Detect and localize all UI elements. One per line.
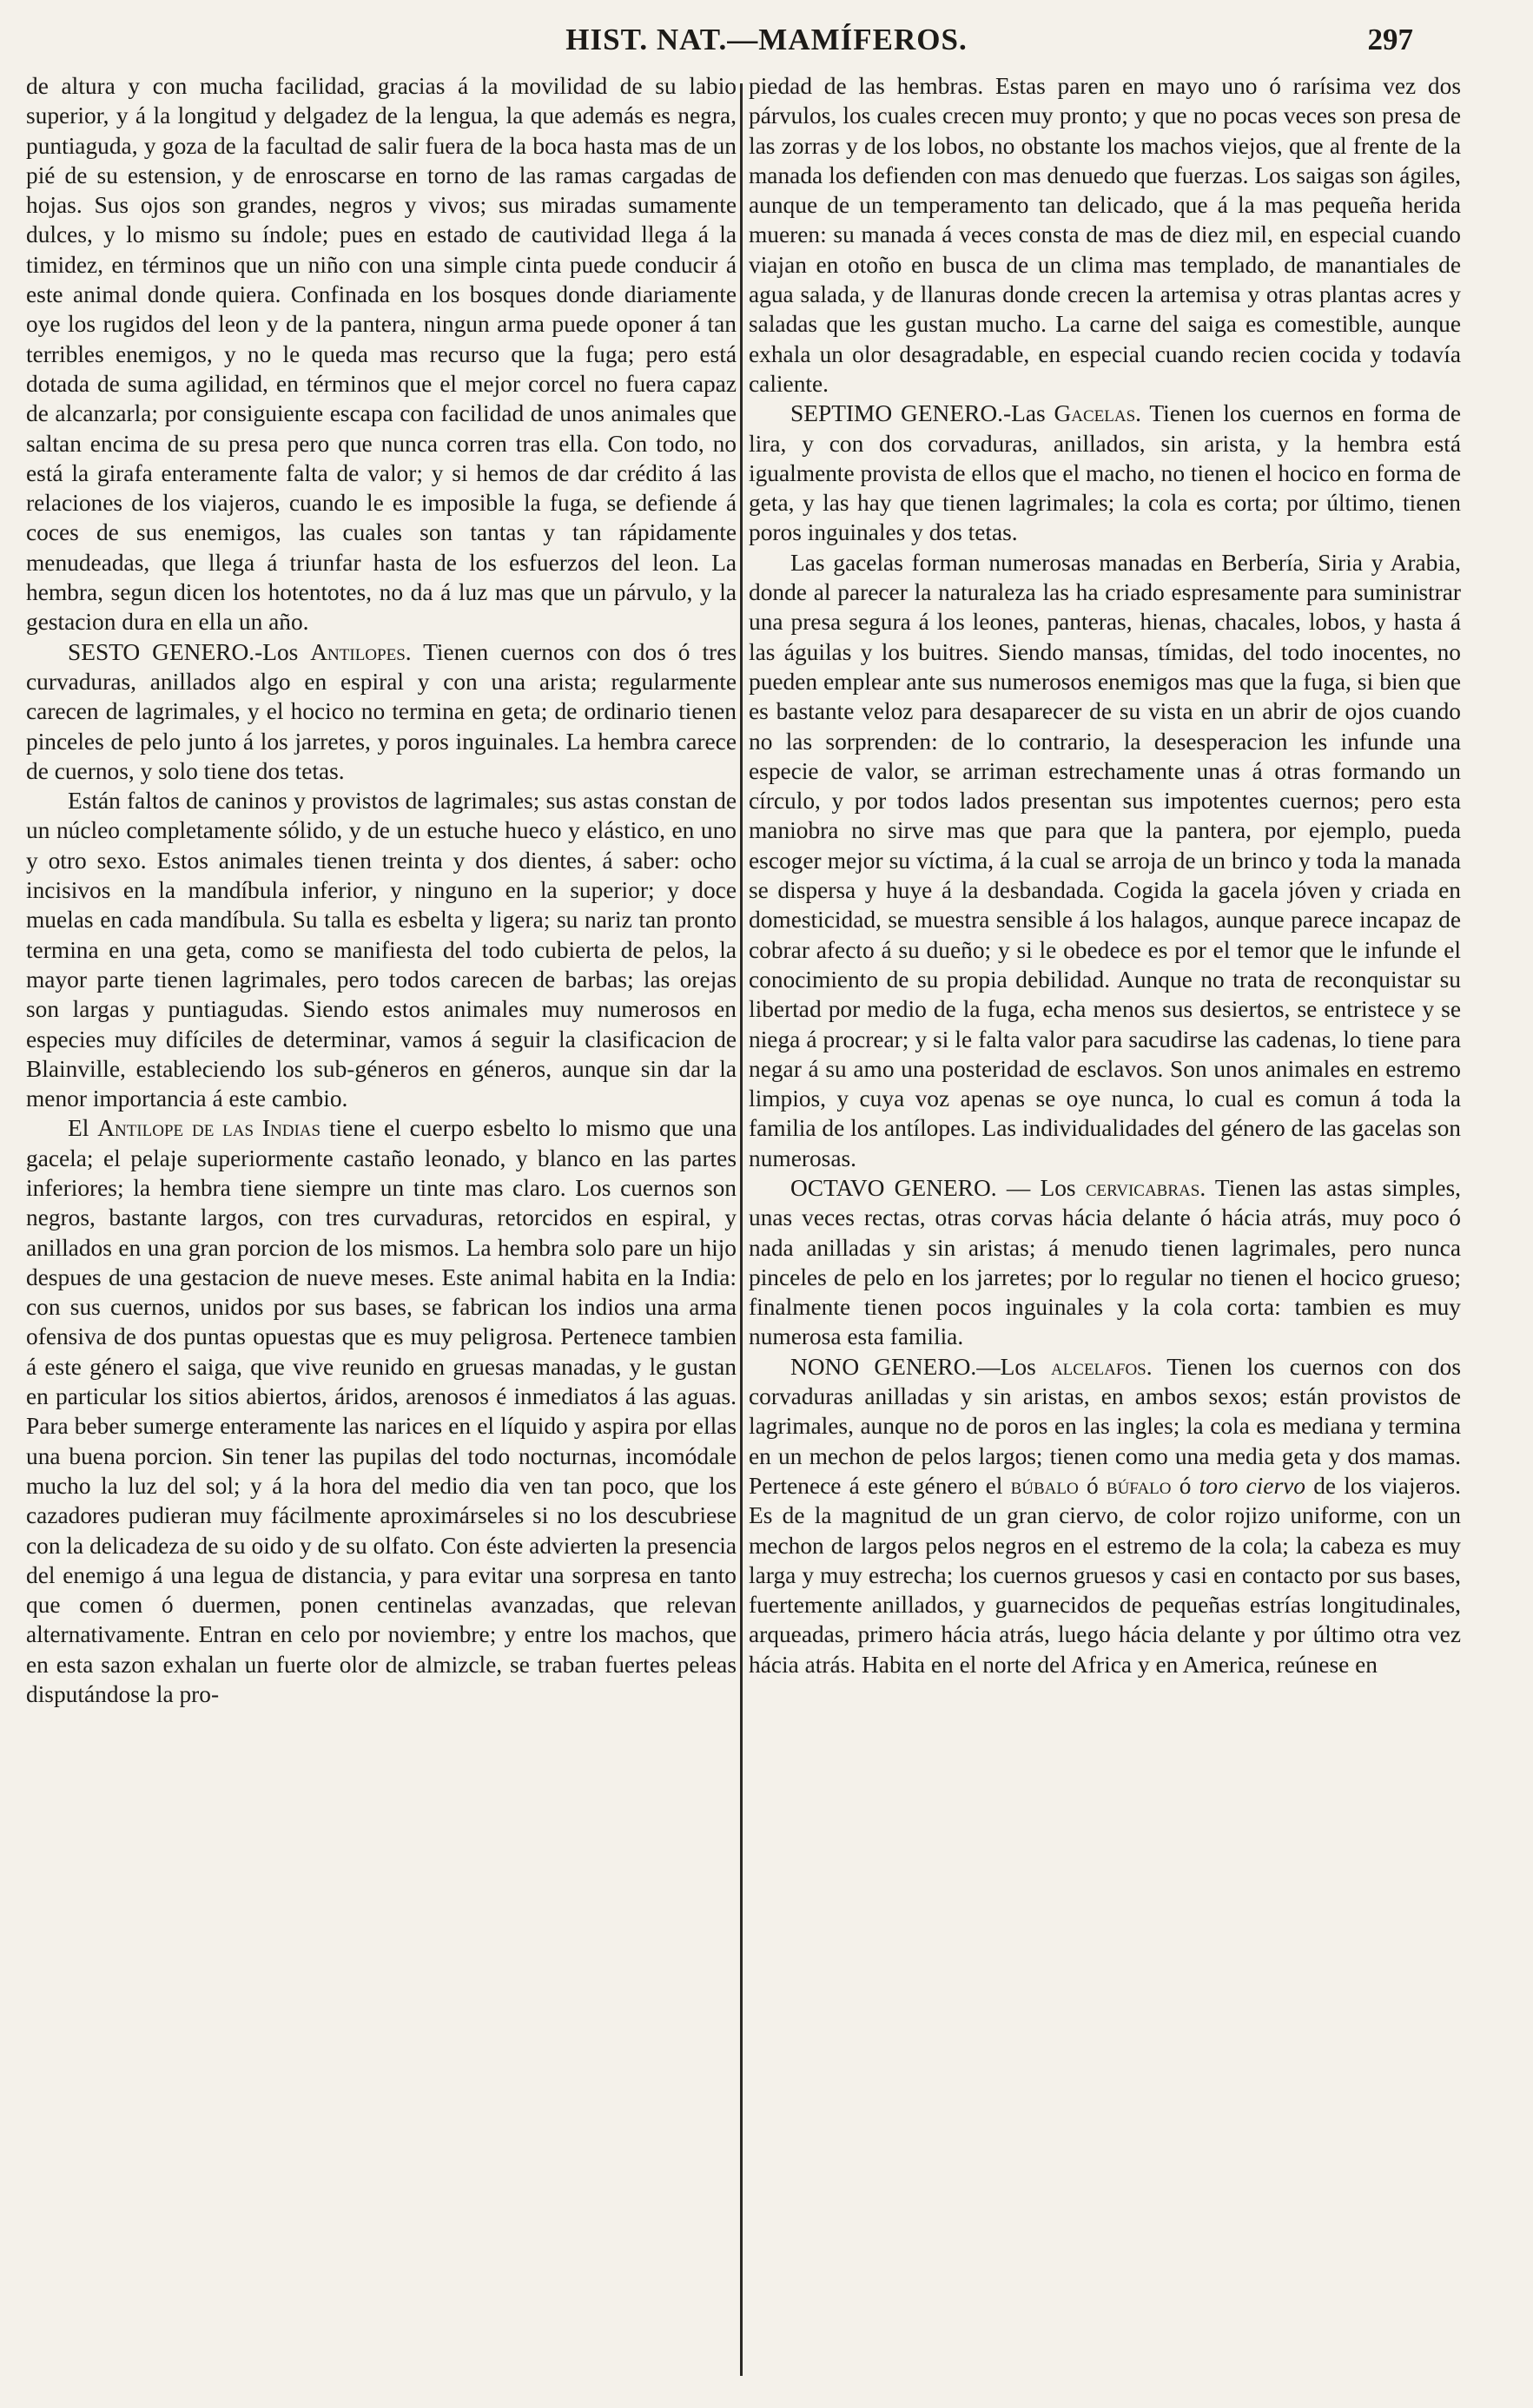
paragraph-antilopes-description: Están faltos de caninos y provistos de lagrimales; sus astas constan de un núcleo completamente sólido, y de un estuche hueco y elástico, en uno y otro sexo. Estos animales tienen treinta y dos dientes, á saber: ocho incisivos en la mandíbula inferior, y ninguno en la superior; y doce muelas en cada mandíbula. Su talla es esbelta y ligera; su nariz tan pronto termina en una geta, como se manifiesta del todo cubierta de pelos, la mayor parte tienen lagrimales, pero todos carecen de barbas; las orejas son largas y puntiagudas. Siendo estos animales muy numerosos en especies muy difíciles de determinar, vamos á seguir la clasificacion de Blainville, estableciendo los sub-géneros en géneros, aunque sin dar la menor importancia á este cambio.: [26, 788, 737, 1112]
species-name: Antilope de las Indias: [97, 1115, 321, 1142]
paragraph-antilope-indias: [26, 1113, 737, 1709]
paragraph-nono-genero: [749, 1352, 1461, 1679]
genus-name: Gacelas.: [1054, 400, 1142, 427]
genus-heading: SESTO GENERO.-Los: [68, 638, 311, 665]
genus-name: Antilopes.: [310, 638, 412, 665]
genus-name: cervicabras.: [1085, 1174, 1206, 1201]
species-name-toro-ciervo: toro ciervo: [1199, 1472, 1305, 1499]
column-divider: [740, 83, 743, 2376]
genus-heading: SEPTIMO GENERO.-Las: [790, 400, 1054, 427]
paragraph-sesto-genero: [26, 637, 737, 786]
right-column: [749, 71, 1461, 2381]
text-fragment: de los viajeros. Es de la magnitud de un gran ciervo, de color rojizo uniforme, con un mechon de largos pelos negros en el estremo de la cola; la cabeza es muy larga y muy estrecha; los cuernos gruesos y casi en contacto por sus bases, fuertemente anillados, y guarnecidos de pequeñas estrías longitudinales, arqueadas, primero hácia atrás, luego hácia delante y por último otra vez hácia atrás. Habita en el norte del Africa y en America, reúnese en: [749, 1472, 1461, 1678]
genus-heading: NONO GENERO.—Los: [790, 1353, 1051, 1380]
genus-text: Tienen los cuernos con dos corvaduras anilladas y sin aristas, en ambos sexos; están provistos de lagrimales, aunque no de poros en las ingles; la cola es mediana y termina en un mechon de pelos largos; tienen como una media geta y dos mamas. Pertenece á este género el: [749, 1353, 1461, 1499]
paragraph-saiga-continued: piedad de las hembras. Estas paren en mayo uno ó rarísima vez dos párvulos, los cuales crecen muy pronto; y que no pocas veces son presa de las zorras y de los lobos, no obstante los machos viejos, que al frente de la manada los defienden con mas denuedo que fuerzas. Los saigas son ágiles, aunque de un temperamento tan delicado, que á la mas pequeña herida mueren: su manada á veces consta de mas de diez mil, en especial cuando viajan en otoño en busca de un clima mas templado, de manantiales de agua salada, y de llanuras donde crecen la artemisa y otras plantas acres y saladas que les gustan mucho. La carne del saiga es comestible, aunque exhala un olor desagradable, en especial cuando recien cocida y todavía caliente.: [749, 73, 1461, 397]
genus-heading: OCTAVO GENERO. — Los: [790, 1174, 1086, 1201]
running-title: HIST. NAT.—MAMÍFEROS.: [565, 23, 968, 56]
genus-text: Tienen los cuernos en forma de lira, y con dos corvaduras, anillados, sin arista, y la hembra está igualmente provista de ellos que el macho, no tienen el hocico en forma de geta, y las hay que tienen lagrimales; la cola es corta; por último, tienen poros inguinales y dos tetas.: [749, 400, 1461, 546]
page-header: [0, 23, 1533, 71]
genus-name: alcelafos.: [1050, 1353, 1153, 1380]
paragraph-giraffe: de altura y con mucha facilidad, gracias á la movilidad de su labio superior, y á la longitud y delgadez de la lengua, la que además es negra, puntiaguda, y goza de la facultad de salir fuera de la boca hasta mas de un pié de su estension, y de enroscarse en torno de las ramas cargadas de hojas. Sus ojos son grandes, negros y vivos; sus miradas sumamente dulces, y lo mismo su índole; pues en estado de cautividad llega á la timidez, en términos que un niño con una simple cinta puede conducir á este animal donde quiera. Confinada en los bosques donde diariamente oye los rugidos del leon y de la pantera, ningun arma puede oponer á tan terribles enemigos, y no le queda mas recurso que la fuga; pero está dotada de suma agilidad, en términos que el mejor corcel no fuera capaz de alcanzarla; por consiguiente escapa con facilidad de unos animales que saltan encima de su presa pero que nunca corren tras ella. Con todo, no está la girafa enteramente falta de valor; y si hemos de dar crédito á las relaciones de los viajeros, cuando le es imposible la fuga, se defiende á coces de sus enemigos, las cuales son tantas y tan rápidamente menudeadas, que llega á triunfar hasta de los esfuerzos del leon. La hembra, segun dicen los hotentotes, no da á luz mas que un párvulo, y la gestacion dura en ella un año.: [26, 73, 737, 636]
text-fragment: ó: [1078, 1472, 1107, 1499]
paragraph-gacelas-description: Las gacelas forman numerosas manadas en Berbería, Siria y Arabia, donde al parecer la naturaleza las ha criado espresamente para suministrar una presa segura á los leones, panteras, hienas, chacales, lobos, y hasta á las águilas y los buitres. Siendo mansas, tímidas, del todo inocentes, no pueden emplear ante sus numerosos enemigos mas que la fuga, si bien que es bastante veloz para desaparecer de su vista en un abrir de ojos cuando no las sorprenden: de lo contrario, la desesperacion les infunde una especie de valor, se arriman estrechamente unas á otras formando un círculo, y por todos lados presentan sus impotentes cuernos; pero esta maniobra no sirve mas que para que la pantera, por ejemplo, pueda escoger mejor su víctima, á la cual se arroja de un brinco y toda la manada se dispersa y huye á la desbandada. Cogida la gacela jóven y criada en domesticidad, se muestra sensible á los halagos, aunque parece incapaz de cobrar afecto á su dueño; y si le obedece es por el temor que le infunde el conocimiento de su propia debilidad. Aunque no trata de reconquistar su libertad por medio de la fuga, echa menos sus desiertos, se entristece y se niega á procrear; y si le falta valor para sacudirse las cadenas, lo tiene para negar á su amo una posteridad de esclavos. Son unos animales en estremo limpios, y cuya voz apenas se oye nunca, lo cual es comun á toda la familia de los antílopes. Las individualidades del género de las gacelas son numerosas.: [749, 549, 1461, 1171]
paragraph-octavo-genero: [749, 1173, 1461, 1352]
genus-text: Tienen las astas simples, unas veces rectas, otras corvas hácia delante ó hácia atrás, muy poco ó nada anilladas y sin aristas; á menudo tienen lagrimales, pero nunca pinceles de pelo en los jarretes; por lo regular no tienen el hocico grueso; finalmente tienen pocos inguinales y la cola corta: tambien es muy numerosa esta familia.: [749, 1174, 1461, 1350]
paragraph-septimo-genero: [749, 399, 1461, 547]
text-fragment: ó: [1171, 1472, 1199, 1499]
paragraph-lead: El: [68, 1115, 98, 1142]
species-name-bubalo: búbalo: [1010, 1472, 1079, 1499]
genus-text: Tienen cuernos con dos ó tres curvaduras, anillados algo en espiral y con una arista; regularmente carecen de lagrimales, y el hocico no termina en geta; de ordinario tienen pinceles de pelo junto á los jarretes, y poros inguinales. La hembra carece de cuernos, y solo tiene dos tetas.: [26, 638, 737, 784]
left-column: [26, 71, 737, 2381]
page-number: 297: [1367, 23, 1413, 56]
species-name-bufalo: búfalo: [1106, 1472, 1172, 1499]
species-text: tiene el cuerpo esbelto lo mismo que una gacela; el pelaje superiormente castaño leonado, y blanco en las partes inferiores; la hembra tiene siempre un tinte mas claro. Los cuernos son negros, bastante largos, con tres curvaduras, retorcidos en espiral, y anillados en una gran porcion de los mismos. La hembra solo pare un hijo despues de una gestacion de nueve meses. Este animal habita en la India: con sus cuernos, unidos por sus bases, se fabrican los indios una arma ofensiva de dos puntas opuestas que es muy peligrosa. Pertenece tambien á este género el saiga, que vive reunido en gruesas manadas, y le gustan en particular los sitios abiertos, áridos, arenosos é inmediatos á las aguas. Para beber sumerge enteramente las narices en el líquido y aspira por ellas una buena porcion. Sin tener las pupilas del todo nocturnas, incomódale mucho la luz del sol; y á la hora del medio dia ven tan poco, que los cazadores pudieran muy fácilmente aproximárseles si no los descubriese con la delicadeza de su oido y de su olfato. Con éste advierten la presencia del enemigo á una legua de distancia, y para evitar una sorpresa en tanto que comen ó duermen, ponen centinelas avanzadas, que relevan alternativamente. Entran en celo por noviembre; y entre los machos, que en esta sazon exhalan un fuerte olor de almizcle, se traban fuertes peleas disputándose la pro-: [26, 1115, 737, 1708]
